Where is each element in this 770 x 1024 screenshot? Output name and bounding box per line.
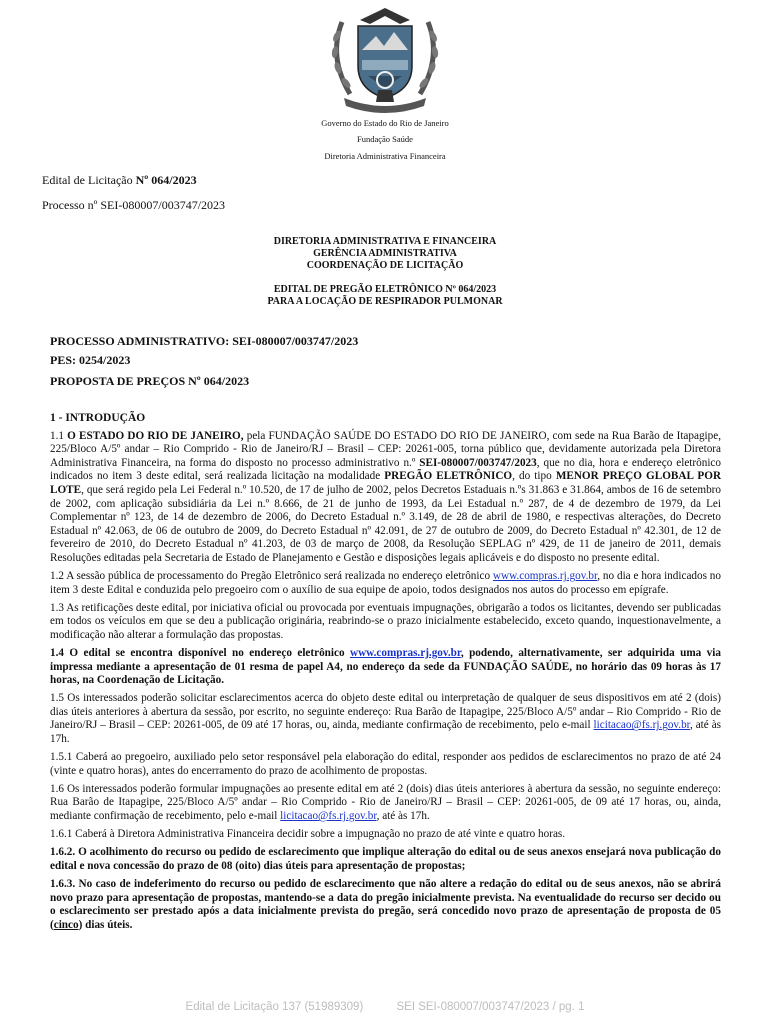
admin-processo: PROCESSO ADMINISTRATIVO: SEI-080007/003747/2023 <box>50 334 359 348</box>
header-foundation: Fundação Saúde <box>357 134 413 144</box>
header-government: Governo do Estado do Rio de Janeiro <box>321 118 449 128</box>
edital-line <box>42 173 197 188</box>
heading-edital-block <box>0 284 770 308</box>
heading-line: PARA A LOCAÇÃO DE RESPIRADOR PULMONAR <box>267 296 503 307</box>
heading-line: DIRETORIA ADMINISTRATIVA E FINANCEIRA <box>273 236 497 247</box>
paragraph-1-5: 1.5 Os interessados poderão solicitar esclarecimentos acerca do objeto deste edital ou interpretação de qualquer de seus dispositivos em até 2 (dois) dias úteis anteriores à abertura da sessão, por escrito, no seguinte endereço: Rua Barão de Itapagipe, 225/Bloco A/5º andar – Rio Comprido - Rio de Janeiro/RJ – Brasil – CEP: 20261-005, de 09 até 17 horas, ou, ainda, mediante confirmação de recebimento, pelo e-mail licitacao@fs.rj.gov.br, até às 17h. <box>50 692 722 746</box>
page-footer <box>0 1001 770 1013</box>
paragraph-1-6-1: 1.6.1 Caberá à Diretora Administrativa Financeira decidir sobre a impugnação no prazo de até vinte e quatro horas. <box>50 828 566 841</box>
paragraph-1-1: 1.1 O ESTADO DO RIO DE JANEIRO, pela FUNDAÇÃO SAÚDE DO ESTADO DO RIO DE JANEIRO, com sede na Rua Barão de Itapagipe, 225/Bloco A/5º andar – Rio Comprido - Rio de Janeiro/RJ – Brasil – CEP: 20261-005, torna público que, devidamente autorizada pela Diretora Administrativa Financeira, na forma do disposto no processo administrativo n.º SEI-080007/003747/2023, que no dia, hora e endereço eletrônico indicados no item 3 deste edital, será realizada licitação na modalidade PREGÃO ELETRÔNICO, do tipo MENOR PREÇO GLOBAL POR LOTE, que será regido pela Lei Federal n.º 10.520, de 17 de julho de 2002, pelos Decretos Estaduais n.ºs 31.863 e 31.864, ambos de 16 de setembro de 2002, com aplicação subsidiária da Lei n.º 8.666, de 21 de junho de 1993, da Lei Estadual n.º 287, de 4 de dezembro de 1979, da Lei Complementar nº 123, de 14 de dezembro de 2006, do Decreto Estadual n.º 3.149, de 28 de abril de 1980, e respectivas alterações, do Decreto Estadual nº 42.063, de 06 de outubro de 2009, do Decreto Estadual nº 42.091, de 27 de outubro de 2009, do Decreto Estadual nº 42.301, de 12 de fevereiro de 2010, do Decreto Estadual nº 41.203, de 03 de março de 2008, da Resolução SEPLAG nº 429, de 11 de janeiro de 2011, demais Resoluções editadas pela Secretaria de Estado de Planejamento e Gestão e disposições legais aplicáveis e do disposto no presente edital. <box>50 429 722 564</box>
paragraph-1-6: 1.6 Os interessados poderão formular impugnações ao presente edital em até 2 (dois) dias úteis anteriores à abertura da sessão, no seguinte endereço: Rua Barão de Itapagipe, 225/Bloco A/5º andar – Rio Comprido - Rio de Janeiro/RJ – Brasil – CEP: 20261-005, de 09 até 17 horas, ou, ainda, mediante confirmação de recebimento, pelo e-mail licitacao@fs.rj.gov.br, até às 17h. <box>50 782 721 823</box>
edital-label: Edital de Licitação <box>42 173 133 187</box>
heading-directorate-block <box>0 236 770 272</box>
footer-document-id: Edital de Licitação 137 (51989309) <box>185 1001 364 1013</box>
heading-line: COORDENAÇÃO DE LICITAÇÃO <box>306 260 464 271</box>
paragraph-1-6-3: 1.6.3. No caso de indeferimento do recurso ou pedido de esclarecimento que não altere a redação do edital ou de seus anexos, não se abrirá novo prazo para apresentação de propostas, mantendo-se a data do pregão inicialmente prevista. Na eventualidade do recurso ser decido ou o esclarecimento ser prestado após a data inicialmente prevista do pregão, será concedido novo prazo de apresentação de proposta de 05 (cinco) dias úteis. <box>50 877 721 931</box>
processo-line: Processo nº SEI-080007/003747/2023 <box>42 198 226 212</box>
section-title: 1 - INTRODUÇÃO <box>50 412 146 424</box>
paragraph-1-3: 1.3 As retificações deste edital, por iniciativa oficial ou provocada por eventuais impugnações, obrigarão a todos os licitantes, devendo ser publicadas em todos os veículos em que se deu a publicação originária, reabrindo-se o prazo inicialmente estabelecido, exceto quando, inquestionavelmente, a modificação não alterar a formulação das propostas. <box>50 601 721 641</box>
coat-of-arms-icon <box>320 2 450 114</box>
compras-link[interactable]: www.compras.rj.gov.br <box>492 570 598 583</box>
heading-line: GERÊNCIA ADMINISTRATIVA <box>313 248 457 259</box>
paragraph-1-4: 1.4 O edital se encontra disponível no endereço eletrônico www.compras.rj.gov.br, podendo, alternativamente, ser adquirida uma via impressa mediante a apresentação de 01 resma de papel A4, no endereço da sede da FUNDAÇÃO SAÚDE, no horário das 09 horas às 17 horas, na Coordenação de Licitação. <box>50 647 721 687</box>
paragraph-1-2: 1.2 A sessão pública de processamento do Pregão Eletrônico será realizada no endereço eletrônico www.compras.rj.gov.br, no dia e hora indicados no item 3 deste Edital e conduzida pelo pregoeiro com o auxílio de sua equipe de apoio, todos designados nos autos do processo em epígrafe. <box>50 570 721 596</box>
email-link[interactable]: licitacao@fs.rj.gov.br <box>593 719 690 732</box>
edital-number: Nº 064/2023 <box>135 173 197 187</box>
paragraph-1-5-1: 1.5.1 Caberá ao pregoeiro, auxiliado pelo setor responsável pela elaboração do edital, responder aos pedidos de esclarecimentos no prazo de até 24 (vinte e quatro horas), antes do encerramento do prazo de acolhimento de propostas. <box>50 751 721 777</box>
paragraph-1-6-2: 1.6.2. O acolhimento do recurso ou pedido de esclarecimento que implique alteração do edital ou de seus anexos ensejará nova publicação do edital e nova concessão do prazo de 08 (oito) dias úteis para apresentação de propostas; <box>50 846 721 872</box>
heading-line: EDITAL DE PREGÃO ELETRÔNICO Nº 064/2023 <box>273 284 497 295</box>
admin-proposta: PROPOSTA DE PREÇOS Nº 064/2023 <box>50 374 250 388</box>
header-directorate: Diretoria Administrativa Financeira <box>324 151 446 161</box>
email-link[interactable]: licitacao@fs.rj.gov.br <box>280 810 377 823</box>
document-body <box>50 412 721 937</box>
footer-page-number: SEI SEI-080007/003747/2023 / pg. 1 <box>396 1001 585 1013</box>
admin-pes: PES: 0254/2023 <box>50 353 131 367</box>
compras-link[interactable]: www.compras.rj.gov.br <box>350 647 461 659</box>
